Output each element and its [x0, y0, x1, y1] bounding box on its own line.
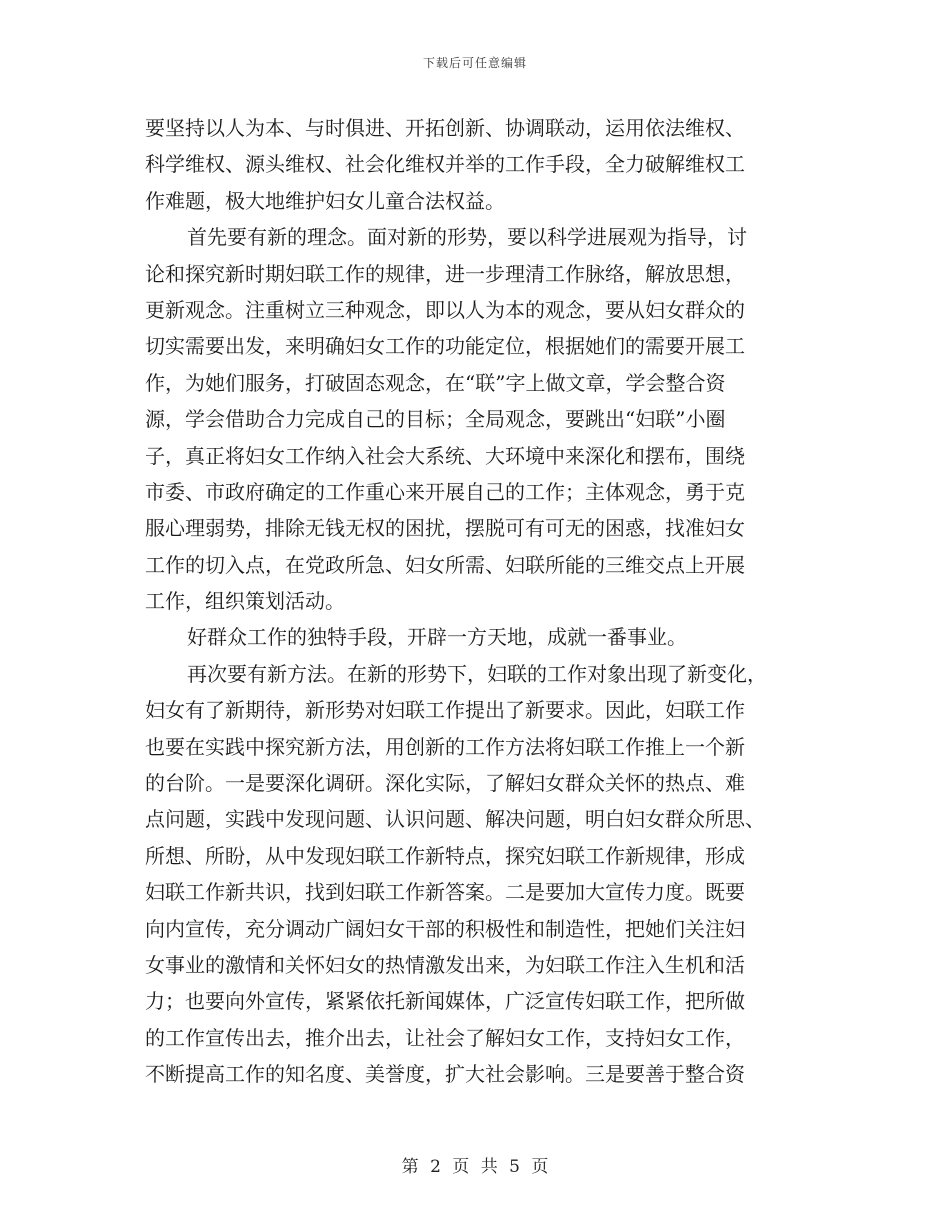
text-line: 更新观念。注重树立三种观念，即以人为本的观念，要从妇女群众的	[145, 297, 745, 322]
text-line: 源，学会借助合力完成自己的目标；全局观念，要跳出“妇联”小圈	[145, 407, 726, 432]
text-line: 要坚持以人为本、与时俱进、开拓创新、协调联动，运用依法维权、	[145, 116, 745, 140]
document-body	[145, 110, 805, 1093]
text-line: 作难题，极大地维护妇女儿童合法权益。	[145, 188, 505, 213]
text-line: 科学维权、源头维权、社会化维权并举的工作手段，全力破解维权工	[145, 152, 745, 177]
text-line: 的工作宣传出去，推介出去，让社会了解妇女工作，支持妇女工作，	[145, 1025, 745, 1050]
paragraph-start-line: 再次要有新方法。在新的形势下，妇联的工作对象出现了新变化，	[187, 661, 767, 686]
text-line: 也要在实践中探究新方法，用创新的工作方法将妇联工作推上一个新	[145, 734, 745, 759]
text-line: 不断提高工作的知名度、美誉度，扩大社会影响。三是要善于整合资	[145, 1062, 745, 1087]
text-line: 服心理弱势，排除无钱无权的困扰，摆脱可有可无的困惑，找准妇女	[145, 516, 745, 541]
text-line: 向内宣传，充分调动广阔妇女干部的积极性和制造性，把她们关注妇	[145, 916, 745, 941]
text-line: 切实需要出发，来明确妇女工作的功能定位，根据她们的需要开展工	[145, 334, 745, 359]
text-line: 工作的切入点，在党政所急、妇女所需、妇联所能的三维交点上开展	[145, 552, 745, 577]
page-header: 下载后可任意编辑	[422, 56, 527, 70]
text-line: 工作，组织策划活动。	[145, 589, 345, 614]
text-line: 论和探究新时期妇联工作的规律，进一步理清工作脉络，解放思想，	[145, 261, 745, 286]
paragraph-start-line: 好群众工作的独特手段，开辟一方天地，成就一番事业。	[187, 625, 687, 650]
text-line: 力；也要向外宣传，紧紧依托新闻媒体，广泛宣传妇联工作，把所做	[145, 989, 745, 1014]
text-line: 妇联工作新共识，找到妇联工作新答案。二是要加大宣传力度。既要	[145, 880, 745, 905]
text-line: 点问题，实践中发现问题、认识问题、解决问题，明白妇女群众所思、	[145, 807, 765, 832]
text-line: 市委、市政府确定的工作重心来开展自己的工作；主体观念，勇于克	[145, 479, 745, 504]
page-number-footer: 第 2 页 共 5 页	[401, 1157, 549, 1177]
text-line: 女事业的激情和关怀妇女的热情激发出来，为妇联工作注入生机和活	[145, 952, 745, 977]
text-line: 子，真正将妇女工作纳入社会大系统、大环境中来深化和摆布，围绕	[145, 443, 745, 468]
text-line: 所想、所盼，从中发现妇联工作新特点，探究妇联工作新规律，形成	[145, 843, 745, 868]
paragraph-start-line: 首先要有新的理念。面对新的形势，要以科学进展观为指导，讨	[187, 225, 747, 250]
text-line: 作，为她们服务，打破固态观念，在“联”字上做文章，学会整合资	[145, 370, 726, 395]
text-line: 的台阶。一是要深化调研。深化实际，了解妇女群众关怀的热点、难	[145, 771, 745, 796]
text-line: 妇女有了新期待，新形势对妇联工作提出了新要求。因此，妇联工作	[145, 698, 745, 723]
